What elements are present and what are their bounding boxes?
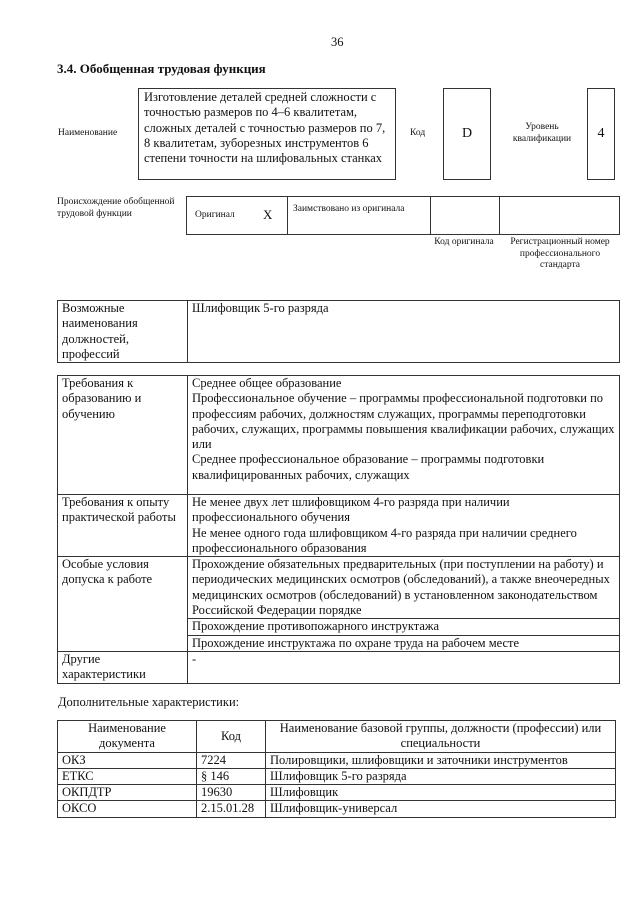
origin-label: Происхождение обобщенной трудовой функции — [57, 197, 175, 219]
level-value: 4 — [587, 88, 615, 180]
header-cell: Код — [197, 721, 266, 753]
table-row — [58, 376, 620, 495]
positions-label: Возможные наименования должностей, профессий — [58, 301, 188, 363]
function-name: Изготовление деталей средней сложности с точностью размеров по 4–6 квалитетам, сложных деталей с точностью размеров по 7, 8 квалитетам, зуборезных инструментов 6 степени точности на шлифовальных станках — [138, 88, 396, 180]
req-line: Не менее одного года шлифовщиком 4-го разряда при наличии среднего профессионального образования — [192, 525, 577, 555]
req-label: Особые условия допуска к работе — [58, 557, 188, 652]
table-row — [58, 557, 620, 619]
req-line: или — [192, 437, 212, 452]
code-label: Код — [410, 128, 426, 138]
cell: Шлифовщик — [266, 785, 616, 801]
table-row — [58, 752, 616, 768]
req-line: Прохождение противопожарного инструктажа — [188, 619, 620, 635]
section-heading: 3.4. Обобщенная трудовая функция — [57, 61, 266, 76]
req-line: Прохождение инструктажа по охране труда на рабочем месте — [188, 635, 620, 651]
table-header — [58, 721, 616, 753]
table-row — [58, 495, 620, 557]
reg-number-caption: Регистрационный номер профессионального стандарта — [510, 237, 610, 270]
page-number: 36 — [331, 35, 344, 49]
name-label: Наименование — [58, 128, 118, 138]
original-label: Оригинал — [195, 210, 235, 220]
req-line: Среднее общее образование — [192, 376, 342, 390]
header-cell: Наименование базовой группы, должности (профессии) или специальности — [266, 721, 616, 753]
cell: Шлифовщик 5-го разряда — [266, 768, 616, 784]
req-label: Требования к опыту практической работы — [58, 495, 188, 557]
cell: 19630 — [197, 785, 266, 801]
original-mark: X — [263, 207, 273, 222]
cell: 2.15.01.28 — [197, 801, 266, 817]
cell: 7224 — [197, 752, 266, 768]
code-value: D — [443, 88, 491, 180]
table-row — [58, 651, 620, 683]
cell: ОКПДТР — [58, 785, 197, 801]
cell: § 146 — [197, 768, 266, 784]
origin-table — [186, 196, 620, 235]
req-line: Среднее профессиональное образование – программы подготовки квалифицированных рабочих, служащих — [192, 452, 545, 482]
req-label: Другие характеристики — [58, 651, 188, 683]
req-label: Требования к образованию и обучению — [58, 376, 188, 495]
level-label: Уровень квалификации — [512, 122, 572, 144]
cell: ЕТКС — [58, 768, 197, 784]
positions-value: Шлифовщик 5-го разряда — [188, 301, 620, 363]
table-row — [58, 768, 616, 784]
additional-table — [57, 720, 616, 818]
cell: ОКСО — [58, 801, 197, 817]
req-line: Прохождение обязательных предварительных (при поступлении на работу) и периодических медицинских осмотров (обследований), а также внеочередных медицинских осмотров (обследований) в установленном законодательством Российской Федерации порядке — [188, 557, 620, 619]
divider — [430, 197, 431, 234]
table-row — [58, 801, 616, 817]
table-row — [58, 785, 616, 801]
borrowed-label: Заимствовано из оригинала — [293, 204, 405, 214]
req-line: Профессиональное обучение – программы профессиональной подготовки по профессиям рабочих, должностям служащих, программы переподготовки рабочих, служащих, программы повышения квалификации рабочих, служащих — [192, 391, 615, 436]
header-cell: Наименование документа — [58, 721, 197, 753]
divider — [499, 197, 500, 234]
divider — [287, 197, 288, 234]
cell: ОКЗ — [58, 752, 197, 768]
requirements-table — [57, 375, 620, 684]
additional-title: Дополнительные характеристики: — [58, 695, 240, 709]
code-original-caption: Код оригинала — [434, 237, 494, 247]
req-line: Не менее двух лет шлифовщиком 4-го разряда при наличии профессионального обучения — [192, 495, 510, 525]
positions-table — [57, 300, 620, 363]
req-line: - — [188, 651, 620, 683]
cell: Полировщики, шлифовщики и заточники инструментов — [266, 752, 616, 768]
cell: Шлифовщик-универсал — [266, 801, 616, 817]
